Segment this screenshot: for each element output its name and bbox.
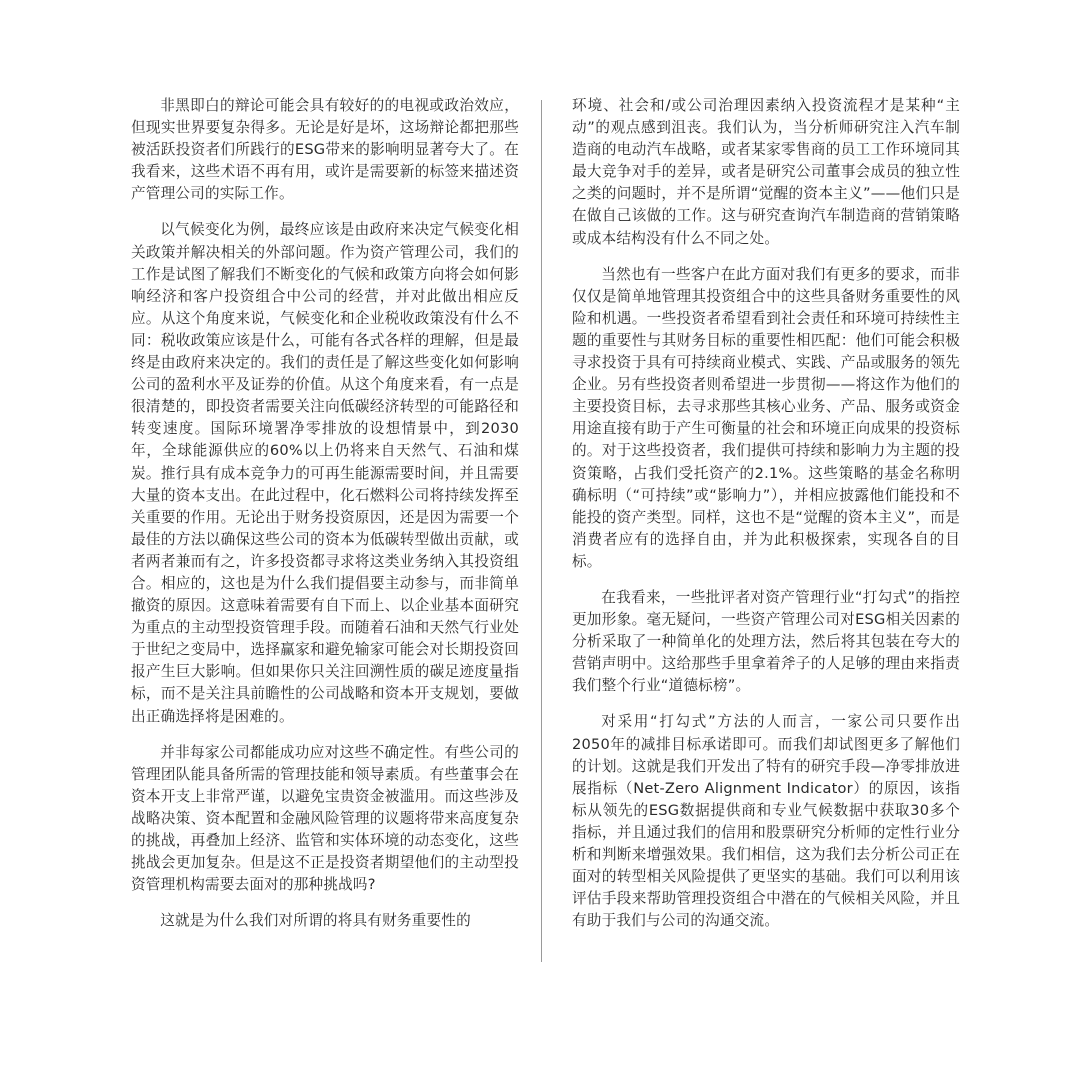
left-column xyxy=(131,95,519,946)
paragraph: 当然也有一些客户在此方面对我们有更多的要求，而非仅仅是简单地管理其投资组合中的这些具备财务重要性的风险和机遇。一些投资者希望看到社会责任和环境可持续性主题的重要性与其财务目标的重要性相匹配：他们可能会积极寻求投资于具有可持续商业模式、实践、产品或服务的领先企业。另有些投资者则希望进一步贯彻——将这作为他们的主要投资目标，去寻求那些其核心业务、产品、服务或资金用途直接有助于产生可衡量的社会和环境正向成果的投资标的。对于这些投资者，我们提供可持续和影响力为主题的投资策略，占我们受托资产的2.1%。这些策略的基金名称明确标明（“可持续”或“影响力”），并相应披露他们能投和不能投的资产类型。同样，这也不是“觉醒的资本主义”，而是消费者应有的选择自由，并为此积极探索，实现各自的目标。 xyxy=(572,265,960,570)
paragraph: 对采用“打勾式”方法的人而言，一家公司只要作出2050年的减排目标承诺即可。而我们却试图更多了解他们的计划。这就是我们开发出了特有的研究手段—净零排放进展指标（Net-Zero Alignment Indicator）的原因，该指标从领先的ESG数据提供商和专业气候数据中获取30多个指标，并且通过我们的信用和股票研究分析师的定性行业分析和判断来增强效果。我们相信，这为我们去分析公司正在面对的转型相关风险提供了更坚实的基础。我们可以利用该评估手段来帮助管理投资组合中潜在的气候相关风险，并且有助于我们与公司的沟通交流。 xyxy=(572,713,960,930)
paragraph: 并非每家公司都能成功应对这些不确定性。有些公司的管理团队能具备所需的管理技能和领导素质。有些董事会在资本开支上非常严谨，以避免宝贵资金被滥用。而这些涉及战略决策、资本配置和金融风险管理的议题将带来高度复杂的挑战，再叠加上经济、监管和实体环境的动态变化，这些挑战会更加复杂。但是这不正是投资者期望他们的主动型投资管理机构需要去面对的那种挑战吗? xyxy=(131,743,519,894)
paragraph: 在我看来，一些批评者对资产管理行业“打勾式”的指控更加形象。毫无疑问，一些资产管理公司对ESG相关因素的分析采取了一种简单化的处理方法，然后将其包装在夸大的营销声明中。这给那些手里拿着斧子的人足够的理由来指责我们整个行业“道德标榜”。 xyxy=(572,588,960,695)
right-column xyxy=(572,95,960,946)
column-divider xyxy=(541,100,542,962)
paragraph: 这就是为什么我们对所谓的将具有财务重要性的 xyxy=(160,912,471,930)
paragraph: 以气候变化为例，最终应该是由政府来决定气候变化相关政策并解决相关的外部问题。作为资产管理公司，我们的工作是试图了解我们不断变化的气候和政策方向将会如何影响经济和客户投资组合中公司的经营，并对此做出相应反应。从这个角度来说，气候变化和企业税收政策没有什么不同：税收政策应该是什么，可能有各式各样的理解，但是最终是由政府来决定的。我们的责任是了解这些变化如何影响公司的盈利水平及证券的价值。从这个角度来看，有一点是很清楚的，即投资者需要关注向低碳经济转型的可能路径和转变速度。国际环境署净零排放的设想情景中，到2030年，全球能源供应的60%以上仍将来自天然气、石油和煤炭。推行具有成本竞争力的可再生能源需要时间，并且需要大量的资本支出。在此过程中，化石燃料公司将持续发挥至关重要的作用。无论出于财务投资原因，还是因为需要一个最佳的方法以确保这些公司的资本为低碳转型做出贡献，或者两者兼而有之，许多投资都寻求将这类业务纳入其投资组合。相应的，这也是为什么我们提倡要主动参与，而非简单撤资的原因。这意味着需要有自下而上、以企业基本面研究为重点的主动型投资管理手段。而随着石油和天然气行业处于世纪之变局中，选择赢家和避免输家可能会对长期投资回报产生巨大影响。但如果你只关注回溯性质的碳足迹度量指标，而不是关注具前瞻性的公司战略和资本开支规划，要做出正确选择将是困难的。 xyxy=(131,221,519,725)
paragraph-continuation: 环境、社会和/或公司治理因素纳入投资流程才是某种“主动”的观点感到沮丧。我们认为，当分析师研究注入汽车制造商的电动汽车战略，或者某家零售商的员工工作环境同其最大竞争对手的差异，或者是研究公司董事会成员的独立性之类的问题时，并不是所谓“觉醒的资本主义”——他们只是在做自己该做的工作。这与研究查询汽车制造商的营销策略或成本结构没有什么不同之处。 xyxy=(572,97,960,247)
paragraph: 非黑即白的辩论可能会具有较好的的电视或政治效应，但现实世界要复杂得多。无论是好是坏，这场辩论都把那些被活跃投资者们所践行的ESG带来的影响明显著夸大了。在我看来，这些术语不再有用，或许是需要新的标签来描述资产管理公司的实际工作。 xyxy=(131,97,519,203)
